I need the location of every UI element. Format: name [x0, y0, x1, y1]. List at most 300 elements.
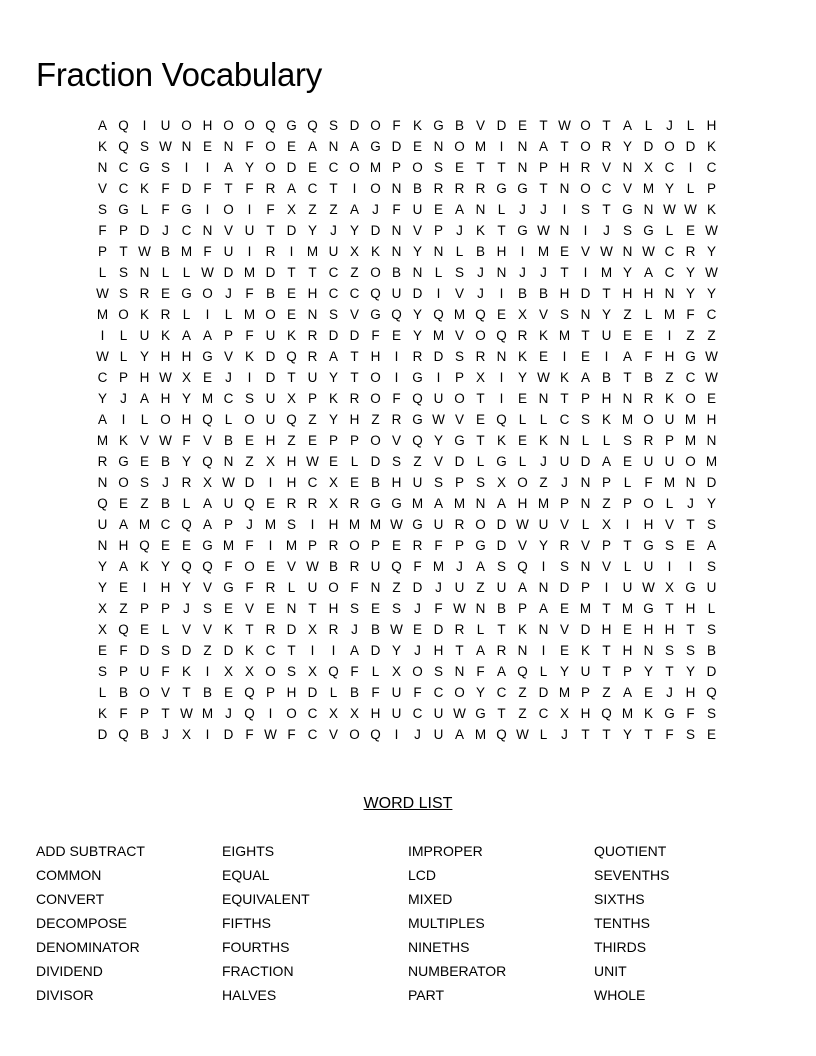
grid-letter: E — [643, 328, 653, 343]
grid-letter: F — [644, 349, 653, 364]
grid-letter: E — [370, 601, 380, 616]
grid-letter: S — [160, 160, 170, 175]
grid-letter: R — [307, 349, 318, 364]
grid-letter: D — [391, 139, 402, 154]
grid-letter: T — [476, 160, 485, 175]
grid-letter: S — [286, 517, 296, 532]
grid-letter: W — [264, 727, 277, 742]
grid-letter: K — [643, 706, 653, 721]
grid-letter: K — [706, 139, 716, 154]
grid-letter: F — [644, 475, 653, 490]
grid-letter: B — [643, 370, 653, 385]
grid-letter: H — [328, 517, 339, 532]
grid-letter: H — [559, 286, 570, 301]
grid-letter: C — [706, 307, 717, 322]
grid-letter: Y — [538, 538, 548, 553]
grid-letter: D — [181, 643, 192, 658]
grid-letter: Z — [665, 370, 674, 385]
grid-letter: Z — [203, 643, 212, 658]
word-list-item: HALVES — [222, 987, 277, 1003]
word-list-item: DIVISOR — [36, 987, 94, 1003]
grid-letter: O — [223, 202, 234, 217]
grid-letter: D — [244, 475, 255, 490]
grid-letter: J — [225, 286, 232, 301]
grid-letter: D — [328, 328, 339, 343]
grid-letter: D — [706, 475, 717, 490]
grid-letter: O — [349, 160, 360, 175]
grid-letter: W — [180, 706, 193, 721]
grid-letter: D — [286, 223, 297, 238]
grid-letter: C — [223, 391, 234, 406]
grid-row — [92, 262, 722, 283]
grid-letter: B — [160, 454, 170, 469]
grid-letter: A — [538, 139, 548, 154]
grid-letter: C — [433, 685, 444, 700]
grid-letter: M — [201, 391, 214, 406]
grid-letter: D — [286, 160, 297, 175]
grid-letter: R — [433, 181, 444, 196]
grid-letter: R — [454, 622, 465, 637]
grid-letter: N — [559, 181, 570, 196]
grid-letter: N — [181, 139, 192, 154]
grid-letter: O — [370, 370, 381, 385]
grid-letter: I — [520, 244, 525, 259]
grid-letter: S — [454, 265, 464, 280]
grid-letter: Y — [706, 244, 716, 259]
grid-letter: V — [454, 328, 464, 343]
grid-letter: W — [453, 601, 466, 616]
grid-letter: T — [119, 244, 128, 259]
grid-letter: W — [390, 517, 403, 532]
grid-letter: A — [643, 265, 653, 280]
grid-letter: D — [370, 454, 381, 469]
grid-letter: Z — [623, 307, 632, 322]
grid-letter: E — [265, 559, 275, 574]
word-list-item: MULTIPLES — [408, 915, 485, 931]
grid-letter: T — [350, 349, 359, 364]
grid-row — [92, 283, 722, 304]
grid-letter: X — [181, 727, 191, 742]
grid-letter: Q — [496, 328, 507, 343]
grid-letter: T — [602, 286, 611, 301]
grid-letter: V — [559, 517, 569, 532]
grid-letter: L — [707, 601, 716, 616]
grid-letter: C — [685, 370, 696, 385]
grid-letter: E — [286, 139, 296, 154]
grid-letter: N — [223, 454, 234, 469]
grid-letter: E — [118, 496, 128, 511]
grid-letter: P — [622, 664, 632, 679]
grid-letter: V — [412, 223, 422, 238]
grid-letter: M — [96, 307, 109, 322]
grid-letter: O — [349, 727, 360, 742]
grid-letter: T — [686, 622, 695, 637]
grid-letter: D — [496, 517, 507, 532]
grid-letter: G — [643, 223, 654, 238]
grid-letter: T — [287, 370, 296, 385]
grid-letter: Q — [517, 559, 528, 574]
grid-letter: U — [244, 223, 255, 238]
grid-letter: F — [203, 181, 212, 196]
grid-letter: U — [538, 517, 549, 532]
grid-letter: B — [475, 244, 485, 259]
grid-letter: C — [349, 286, 360, 301]
grid-letter: Z — [602, 685, 611, 700]
grid-letter: Q — [181, 517, 192, 532]
grid-letter: T — [686, 517, 695, 532]
grid-letter: Q — [391, 559, 402, 574]
grid-letter: Y — [328, 412, 338, 427]
grid-letter: C — [328, 265, 339, 280]
grid-letter: P — [706, 181, 716, 196]
grid-letter: E — [160, 538, 170, 553]
grid-letter: H — [685, 685, 696, 700]
grid-letter: F — [686, 307, 695, 322]
grid-letter: D — [433, 622, 444, 637]
grid-letter: O — [664, 139, 675, 154]
grid-letter: A — [118, 559, 128, 574]
grid-letter: K — [244, 643, 254, 658]
grid-letter: G — [223, 580, 234, 595]
grid-letter: N — [475, 601, 486, 616]
grid-letter: M — [474, 139, 487, 154]
grid-letter: M — [432, 559, 445, 574]
grid-letter: D — [496, 538, 507, 553]
grid-letter: A — [286, 181, 296, 196]
grid-letter: N — [286, 601, 297, 616]
grid-letter: F — [287, 727, 296, 742]
grid-letter: S — [349, 601, 359, 616]
grid-letter: A — [349, 643, 359, 658]
grid-letter: N — [517, 160, 528, 175]
grid-letter: B — [412, 181, 422, 196]
grid-letter: M — [621, 706, 634, 721]
grid-letter: S — [685, 643, 695, 658]
word-list-column — [408, 841, 594, 1009]
grid-letter: L — [623, 559, 632, 574]
grid-letter: P — [580, 391, 590, 406]
grid-letter: L — [497, 202, 506, 217]
grid-letter: K — [160, 328, 170, 343]
grid-letter: Y — [706, 496, 716, 511]
grid-letter: Y — [412, 307, 422, 322]
grid-letter: D — [181, 181, 192, 196]
grid-letter: N — [622, 244, 633, 259]
grid-letter: V — [433, 454, 443, 469]
word-list-item: NUMBERATOR — [408, 963, 507, 979]
grid-letter: Y — [139, 349, 149, 364]
grid-letter: Z — [602, 496, 611, 511]
grid-letter: T — [581, 328, 590, 343]
grid-letter: V — [601, 559, 611, 574]
grid-letter: S — [622, 433, 632, 448]
grid-letter: F — [392, 118, 401, 133]
grid-row — [92, 157, 722, 178]
grid-letter: B — [601, 370, 611, 385]
grid-letter: P — [454, 538, 464, 553]
grid-letter: L — [98, 265, 107, 280]
grid-letter: Y — [244, 160, 254, 175]
grid-letter: W — [201, 265, 214, 280]
grid-letter: N — [97, 538, 108, 553]
grid-letter: O — [412, 160, 423, 175]
grid-letter: L — [182, 496, 191, 511]
grid-letter: V — [475, 118, 485, 133]
grid-letter: I — [667, 328, 672, 343]
grid-letter: S — [454, 349, 464, 364]
grid-letter: U — [643, 559, 654, 574]
grid-letter: G — [370, 307, 381, 322]
grid-letter: L — [539, 412, 548, 427]
grid-letter: S — [664, 538, 674, 553]
grid-letter: N — [559, 223, 570, 238]
grid-letter: T — [581, 727, 590, 742]
grid-letter: T — [539, 181, 548, 196]
grid-row — [92, 724, 722, 745]
grid-letter: T — [602, 664, 611, 679]
grid-letter: M — [306, 244, 319, 259]
grid-letter: G — [643, 538, 654, 553]
grid-letter: H — [622, 286, 633, 301]
grid-letter: R — [391, 412, 402, 427]
grid-letter: T — [623, 370, 632, 385]
grid-letter: O — [181, 118, 192, 133]
grid-letter: K — [601, 412, 611, 427]
grid-letter: Q — [97, 496, 108, 511]
grid-letter: I — [331, 643, 336, 658]
grid-letter: E — [265, 601, 275, 616]
word-list-item: DIVIDEND — [36, 963, 103, 979]
grid-letter: X — [349, 244, 359, 259]
grid-letter: D — [223, 265, 234, 280]
grid-letter: V — [664, 517, 674, 532]
grid-letter: I — [394, 370, 399, 385]
grid-letter: P — [307, 538, 317, 553]
word-list-column — [222, 841, 408, 1009]
grid-letter: W — [705, 349, 718, 364]
grid-letter: J — [372, 202, 379, 217]
grid-letter: Z — [371, 412, 380, 427]
grid-letter: O — [454, 685, 465, 700]
grid-letter: H — [685, 601, 696, 616]
grid-letter: G — [685, 580, 696, 595]
grid-letter: R — [643, 433, 654, 448]
grid-letter: B — [454, 118, 464, 133]
grid-letter: N — [706, 433, 717, 448]
grid-letter: J — [183, 601, 190, 616]
grid-letter: T — [560, 265, 569, 280]
grid-letter: F — [245, 538, 254, 553]
grid-letter: H — [286, 454, 297, 469]
grid-letter: K — [286, 328, 296, 343]
grid-letter: J — [561, 475, 568, 490]
grid-letter: I — [310, 643, 315, 658]
grid-letter: N — [517, 643, 528, 658]
grid-letter: R — [559, 538, 570, 553]
grid-letter: Q — [601, 706, 612, 721]
grid-letter: K — [97, 139, 107, 154]
grid-letter: W — [96, 349, 109, 364]
grid-letter: D — [265, 370, 276, 385]
grid-letter: R — [328, 538, 339, 553]
grid-letter: Z — [392, 580, 401, 595]
grid-letter: D — [559, 580, 570, 595]
grid-letter: T — [182, 685, 191, 700]
grid-row — [92, 199, 722, 220]
grid-letter: M — [474, 727, 487, 742]
grid-letter: V — [517, 538, 527, 553]
word-list-item: SEVENTHS — [594, 867, 670, 883]
grid-letter: Y — [307, 223, 317, 238]
grid-letter: G — [475, 706, 486, 721]
grid-letter: Z — [287, 433, 296, 448]
grid-letter: V — [559, 622, 569, 637]
grid-letter: B — [328, 559, 338, 574]
grid-letter: H — [139, 370, 150, 385]
grid-letter: S — [202, 601, 212, 616]
grid-letter: H — [265, 433, 276, 448]
grid-letter: X — [643, 160, 653, 175]
grid-letter: K — [244, 349, 254, 364]
word-list-item: COMMON — [36, 867, 102, 883]
grid-letter: Q — [286, 412, 297, 427]
grid-letter: O — [160, 412, 171, 427]
grid-letter: S — [391, 454, 401, 469]
grid-letter: I — [436, 370, 441, 385]
grid-letter: I — [436, 286, 441, 301]
grid-letter: W — [138, 244, 151, 259]
grid-letter: M — [243, 307, 256, 322]
grid-letter: R — [580, 160, 591, 175]
grid-letter: T — [602, 727, 611, 742]
grid-letter: F — [245, 580, 254, 595]
grid-letter: F — [245, 727, 254, 742]
grid-letter: O — [580, 118, 591, 133]
grid-letter: C — [412, 706, 423, 721]
grid-letter: A — [349, 139, 359, 154]
grid-letter: L — [644, 307, 653, 322]
grid-letter: Q — [202, 559, 213, 574]
grid-letter: Y — [97, 559, 107, 574]
grid-letter: Y — [622, 265, 632, 280]
grid-letter: N — [580, 307, 591, 322]
grid-letter: R — [328, 622, 339, 637]
grid-letter: G — [517, 181, 528, 196]
grid-letter: E — [475, 412, 485, 427]
grid-letter: X — [265, 454, 275, 469]
grid-letter: L — [539, 664, 548, 679]
grid-letter: E — [517, 433, 527, 448]
grid-letter: Z — [707, 328, 716, 343]
grid-letter: T — [602, 118, 611, 133]
grid-letter: I — [499, 370, 504, 385]
grid-letter: A — [328, 349, 338, 364]
grid-letter: Q — [370, 727, 381, 742]
grid-letter: O — [265, 664, 276, 679]
grid-letter: G — [664, 706, 675, 721]
grid-letter: A — [433, 496, 443, 511]
grid-letter: B — [496, 601, 506, 616]
grid-letter: W — [642, 580, 655, 595]
grid-letter: S — [118, 286, 128, 301]
grid-letter: N — [580, 496, 591, 511]
grid-letter: F — [182, 433, 191, 448]
grid-letter: H — [622, 643, 633, 658]
grid-letter: J — [120, 391, 127, 406]
grid-letter: U — [601, 328, 612, 343]
grid-letter: E — [223, 685, 233, 700]
grid-letter: U — [391, 685, 402, 700]
grid-letter: I — [499, 286, 504, 301]
grid-letter: A — [349, 202, 359, 217]
grid-letter: E — [454, 160, 464, 175]
grid-letter: P — [223, 328, 233, 343]
grid-letter: S — [580, 202, 590, 217]
grid-letter: E — [139, 454, 149, 469]
grid-row — [92, 304, 722, 325]
grid-letter: L — [476, 454, 485, 469]
grid-letter: O — [643, 496, 654, 511]
grid-row — [92, 451, 722, 472]
grid-letter: Q — [496, 412, 507, 427]
grid-letter: Y — [97, 580, 107, 595]
grid-letter: H — [307, 286, 318, 301]
grid-letter: O — [454, 139, 465, 154]
grid-letter: G — [118, 454, 129, 469]
grid-letter: S — [706, 622, 716, 637]
grid-letter: Z — [686, 328, 695, 343]
grid-row — [92, 388, 722, 409]
grid-letter: K — [139, 559, 149, 574]
grid-letter: K — [538, 328, 548, 343]
grid-letter: C — [664, 265, 675, 280]
grid-letter: S — [706, 559, 716, 574]
grid-letter: Q — [328, 664, 339, 679]
grid-letter: U — [412, 202, 423, 217]
grid-letter: M — [642, 181, 655, 196]
grid-letter: Z — [308, 412, 317, 427]
grid-letter: F — [245, 181, 254, 196]
grid-letter: A — [538, 601, 548, 616]
grid-letter: I — [142, 580, 147, 595]
grid-letter: Z — [245, 454, 254, 469]
grid-letter: P — [160, 601, 170, 616]
grid-letter: C — [664, 244, 675, 259]
grid-letter: F — [350, 580, 359, 595]
grid-letter: D — [139, 643, 150, 658]
grid-letter: J — [456, 559, 463, 574]
grid-letter: H — [181, 412, 192, 427]
grid-letter: V — [202, 580, 212, 595]
grid-letter: G — [118, 202, 129, 217]
grid-letter: S — [286, 664, 296, 679]
grid-letter: I — [310, 517, 315, 532]
grid-letter: U — [328, 244, 339, 259]
grid-letter: P — [118, 223, 128, 238]
grid-letter: C — [496, 685, 507, 700]
grid-letter: R — [349, 559, 360, 574]
word-list-item: EIGHTS — [222, 843, 275, 859]
grid-letter: G — [475, 538, 486, 553]
grid-letter: M — [684, 412, 697, 427]
grid-letter: E — [139, 622, 149, 637]
grid-letter: H — [664, 622, 675, 637]
word-list-item: TENTHS — [594, 915, 650, 931]
grid-letter: P — [580, 685, 590, 700]
grid-letter: O — [265, 160, 276, 175]
grid-letter: V — [202, 622, 212, 637]
word-list-heading: WORD LIST — [363, 795, 453, 812]
